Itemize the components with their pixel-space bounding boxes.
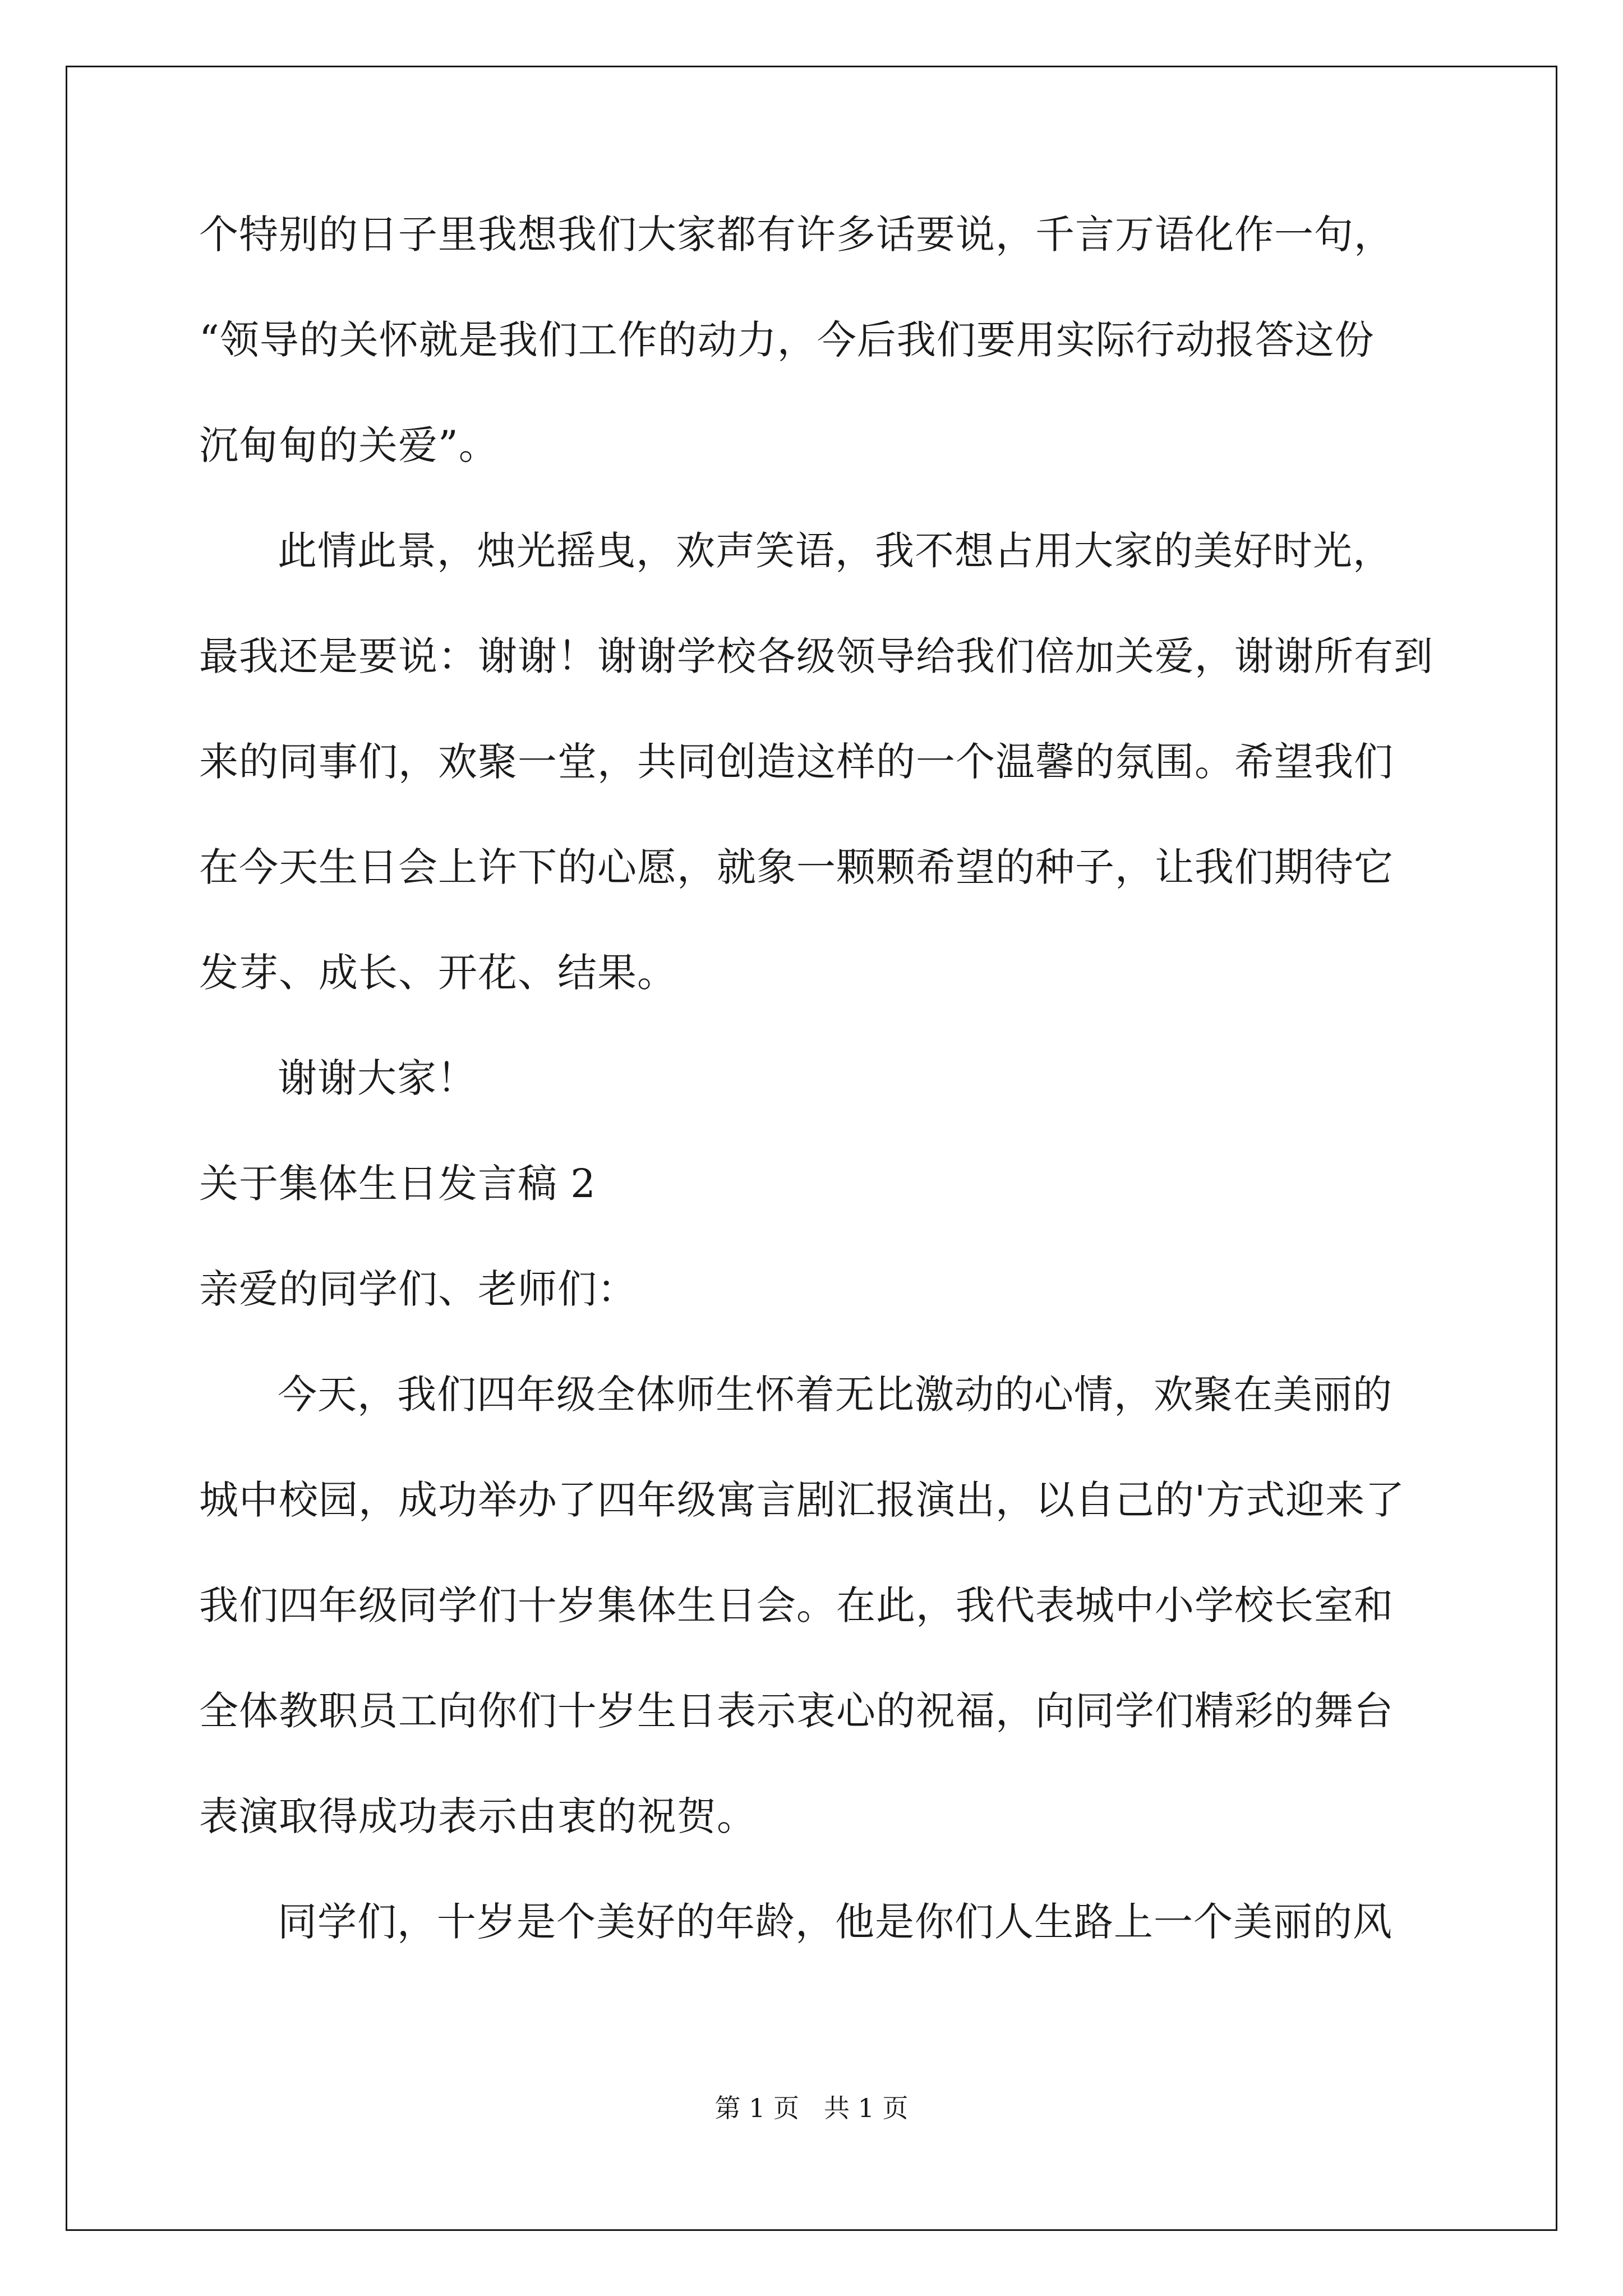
text-line: 今天，我们四年级全体师生怀着无比激动的心情，欢聚在美丽的 xyxy=(278,1372,1393,1418)
page-number-total: 共 1 页 xyxy=(824,2093,909,2123)
text-line: 我们四年级同学们十岁集体生日会。在此，我代表城中小学校长室和 xyxy=(199,1582,1394,1628)
text-line: “领导的关怀就是我们工作的动力，今后我们要用实际行动报答这份 xyxy=(199,317,1375,363)
text-line: 最我还是要说：谢谢！谢谢学校各级领导给我们倍加关爱，谢谢所有到 xyxy=(199,633,1433,679)
section-heading: 关于集体生日发言稿 2 xyxy=(199,1161,596,1207)
text-line: 表演取得成功表示由衷的祝贺。 xyxy=(199,1793,757,1839)
page-footer xyxy=(0,2091,1623,2125)
text-line: 在今天生日会上许下的心愿，就象一颗颗希望的种子，让我们期待它 xyxy=(199,844,1394,890)
salutation: 亲爱的同学们、老师们： xyxy=(199,1266,637,1312)
text-line: 全体教职员工向你们十岁生日表示衷心的祝福，向同学们精彩的舞台 xyxy=(199,1688,1394,1734)
text-line: 来的同事们，欢聚一堂，共同创造这样的一个温馨的氛围。希望我们 xyxy=(199,739,1394,785)
text-line: 发芽、成长、开花、结果。 xyxy=(199,950,677,996)
text-line: 同学们，十岁是个美好的年龄，他是你们人生路上一个美丽的风 xyxy=(278,1899,1393,1945)
text-line: 此情此景，烛光摇曳，欢声笑语，我不想占用大家的美好时光， xyxy=(278,528,1393,574)
text-line: 个特别的日子里我想我们大家都有许多话要说，千言万语化作一句， xyxy=(199,211,1394,257)
text-line: 沉甸甸的关爱”。 xyxy=(199,422,499,468)
text-line: 谢谢大家！ xyxy=(278,1055,477,1101)
document-body xyxy=(199,208,1433,2000)
text-line: 城中校园，成功举办了四年级寓言剧汇报演出，以自己的'方式迎来了 xyxy=(199,1477,1405,1523)
page-number-current: 第 1 页 xyxy=(714,2093,799,2123)
